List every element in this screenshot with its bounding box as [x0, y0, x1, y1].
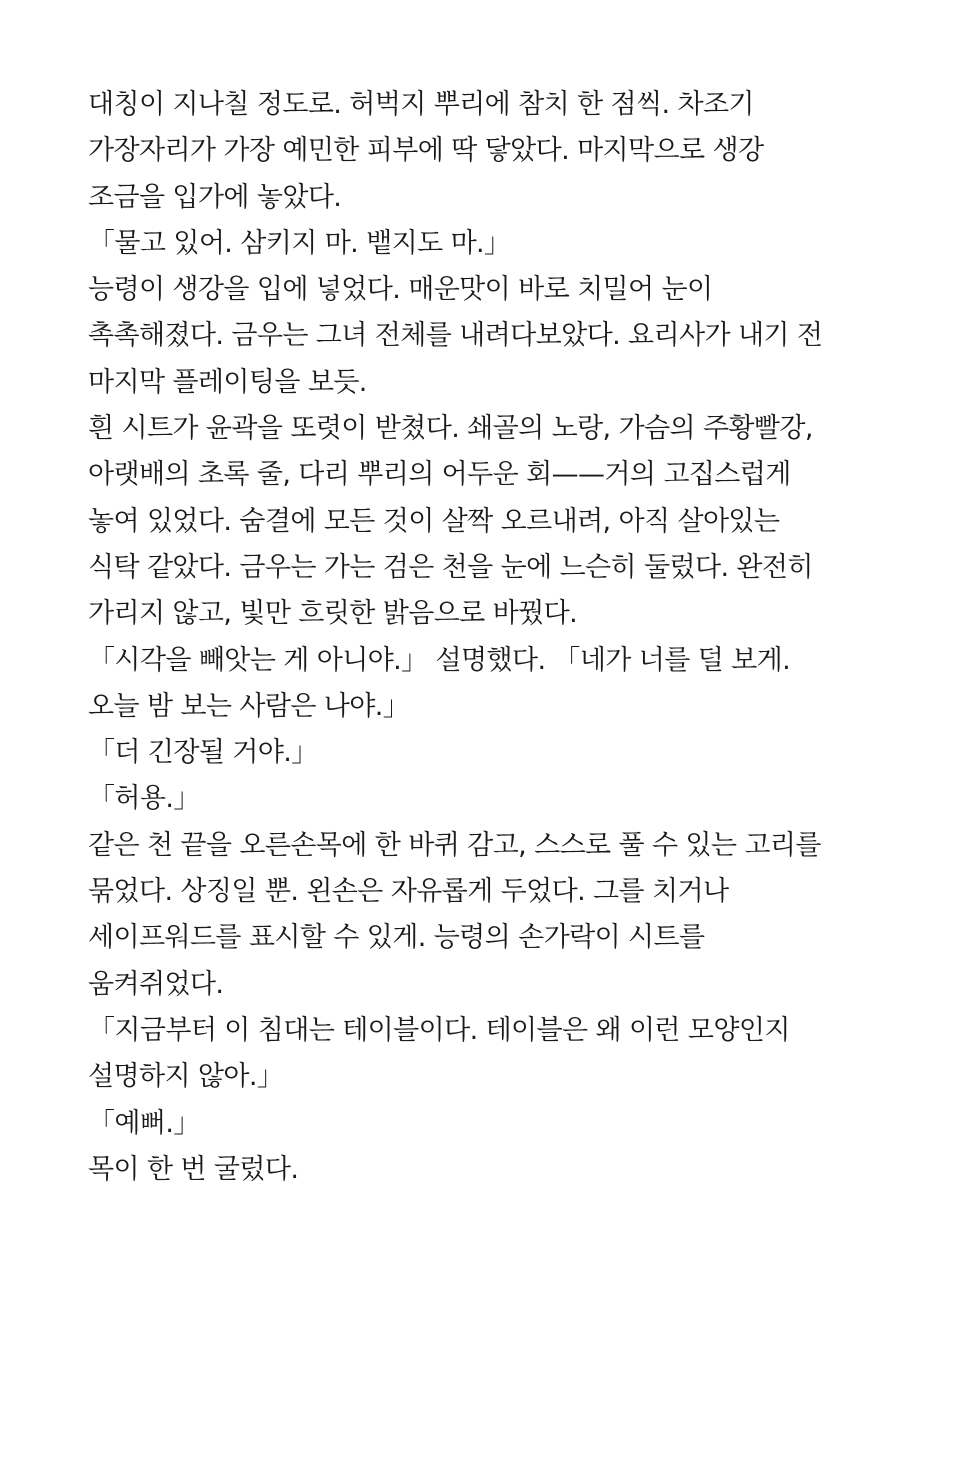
- text-line: 가장자리가 가장 예민한 피부에 딱 닿았다. 마지막으로 생강: [88, 135, 764, 167]
- text-line: 아랫배의 초록 줄, 다리 뿌리의 어두운 회——거의 고집스럽게: [88, 459, 791, 491]
- dialogue-line: 「예뻐.」: [88, 1107, 200, 1139]
- text-line: 가리지 않고, 빛만 흐릿한 밝음으로 바꿨다.: [88, 598, 578, 630]
- dialogue-line: 오늘 밤 보는 사람은 나야.」: [88, 690, 410, 722]
- text-line: 능령이 생강을 입에 넣었다. 매운맛이 바로 치밀어 눈이: [88, 274, 713, 306]
- dialogue-line: 「물고 있어. 삼키지 마. 뱉지도 마.」: [88, 227, 511, 259]
- text-line: 마지막 플레이팅을 보듯.: [88, 366, 367, 398]
- text-line: 식탁 같았다. 금우는 가는 검은 천을 눈에 느슨히 둘렀다. 완전히: [88, 551, 813, 583]
- text-line: 놓여 있었다. 숨결에 모든 것이 살짝 오르내려, 아직 살아있는: [88, 505, 780, 537]
- text-line: 묶었다. 상징일 뿐. 왼손은 자유롭게 두었다. 그를 치거나: [88, 876, 729, 908]
- body-text: [88, 82, 968, 1193]
- text-line: 목이 한 번 굴렀다.: [88, 1153, 299, 1185]
- text-line: 촉촉해졌다. 금우는 그녀 전체를 내려다보았다. 요리사가 내기 전: [88, 320, 823, 352]
- text-line: 같은 천 끝을 오른손목에 한 바퀴 감고, 스스로 풀 수 있는 고리를: [88, 829, 821, 861]
- dialogue-line: 「지금부터 이 침대는 테이블이다. 테이블은 왜 이런 모양인지: [88, 1014, 790, 1046]
- text-line: 대칭이 지나칠 정도로. 허벅지 뿌리에 참치 한 점씩. 차조기: [88, 89, 754, 120]
- dialogue-line: 설명하지 않아.」: [88, 1061, 284, 1093]
- text-line: 흰 시트가 윤곽을 또렷이 받쳤다. 쇄골의 노랑, 가슴의 주황빨강,: [88, 413, 813, 445]
- dialogue-line: 「시각을 빼앗는 게 아니야.」 설명했다. 「네가 너를 덜 보게.: [88, 644, 791, 676]
- dialogue-line: 「더 긴장될 거야.」: [88, 737, 318, 769]
- text-line: 조금을 입가에 놓았다.: [88, 181, 342, 213]
- dialogue-line: 「허용.」: [88, 783, 200, 815]
- text-line: 움켜쥐었다.: [88, 968, 224, 1000]
- text-line: 세이프워드를 표시할 수 있게. 능령의 손가락이 시트를: [88, 922, 705, 954]
